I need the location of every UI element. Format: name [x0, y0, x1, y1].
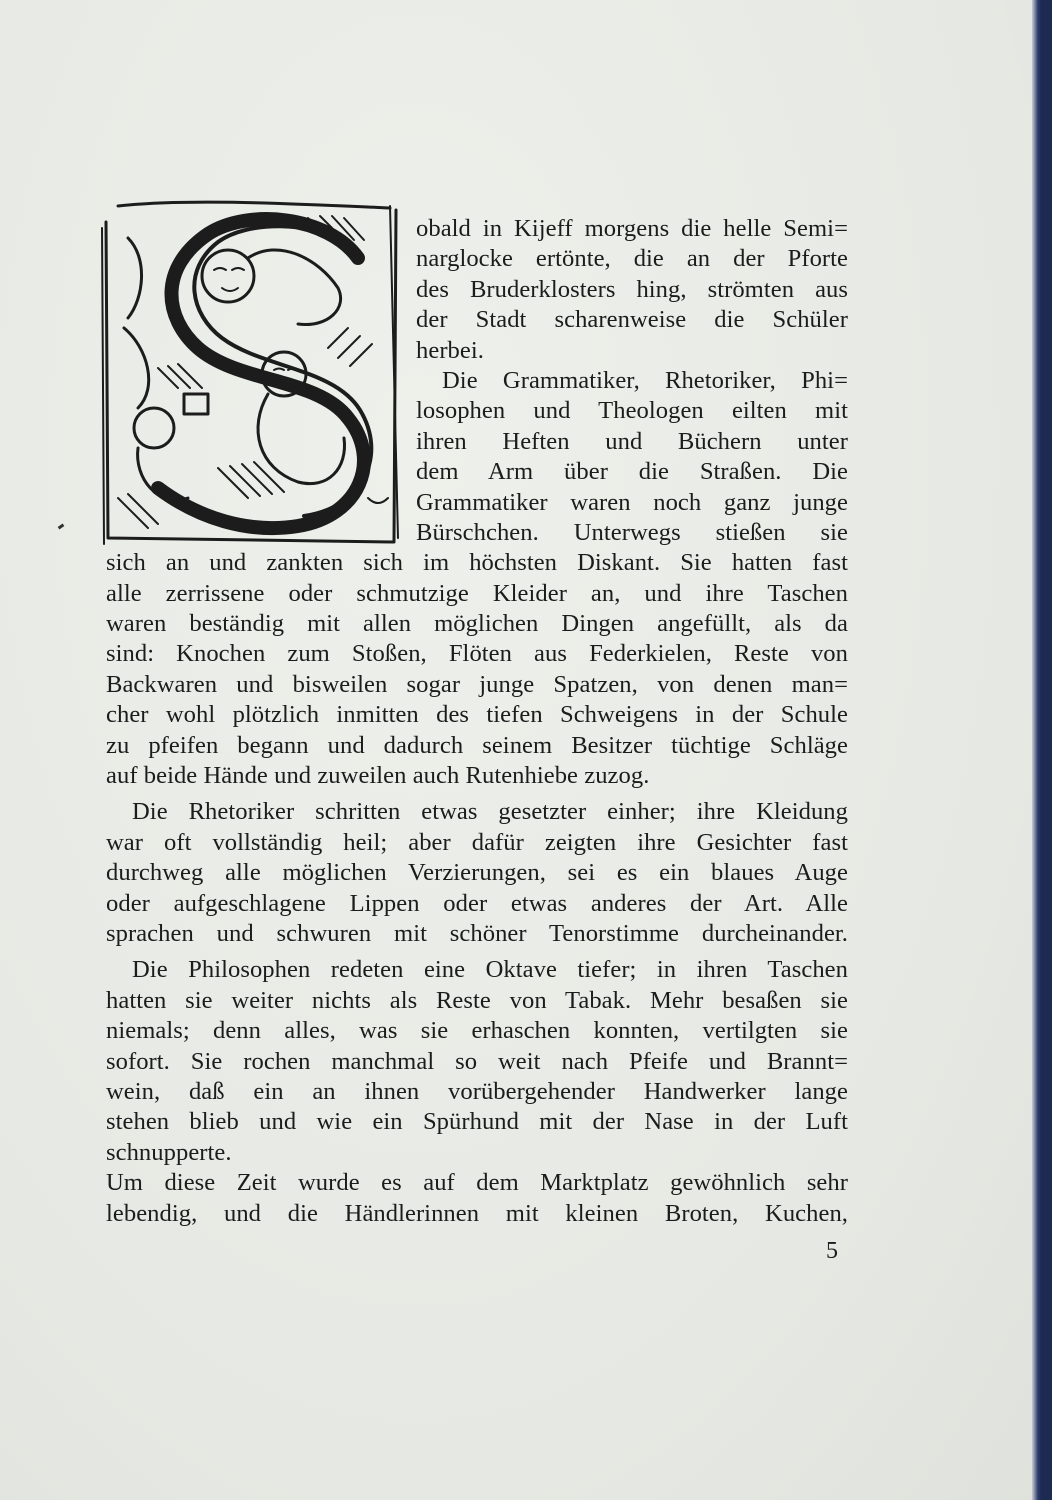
text-line: oder aufgeschlagene Lippen oder etwas anderes der Art. Alle: [106, 889, 848, 917]
text-line: waren beständig mit allen möglichen Dingen angefüllt, als da: [106, 610, 848, 638]
text-line: der Stadt scharenweise die Schüler: [416, 306, 848, 334]
text-line: Die Philosophen redeten eine Oktave tiefer; in ihren Taschen: [132, 956, 848, 984]
text-line: Die Rhetoriker schritten etwas gesetzter einher; ihre Kleidung: [132, 798, 848, 826]
text-line: auf beide Hände und zuweilen auch Rutenhiebe zuzog.: [106, 762, 650, 790]
text-line: Um diese Zeit wurde es auf dem Marktplatz gewöhnlich sehr: [106, 1169, 848, 1197]
text-line: des Bruderklosters hing, strömten aus: [416, 275, 848, 303]
text-line: Grammatiker waren noch ganz junge: [416, 488, 848, 516]
text-line: narglocke ertönte, die an der Pforte: [416, 245, 848, 273]
text-line: losophen und Theologen eilten mit: [416, 397, 848, 425]
text-line: lebendig, und die Händlerinnen mit kleinen Broten, Kuchen,: [106, 1199, 848, 1227]
text-line: stehen blieb und wie ein Spürhund mit der Nase in der Luft: [106, 1108, 848, 1136]
text-line: sofort. Sie rochen manchmal so weit nach Pfeife und Brannt=: [106, 1047, 848, 1075]
text-line: Backwaren und bisweilen sogar junge Spatzen, von denen man=: [106, 670, 848, 698]
text-line: zu pfeifen begann und dadurch seinem Besitzer tüchtige Schläge: [106, 731, 848, 759]
text-line: hatten sie weiter nichts als Reste von Tabak. Mehr besaßen sie: [106, 986, 848, 1014]
text-line: alle zerrissene oder schmutzige Kleider an, und ihre Taschen: [106, 579, 848, 607]
text-line: Die Grammatiker, Rhetoriker, Phi=: [442, 366, 848, 394]
text-line: dem Arm über die Straßen. Die: [416, 458, 848, 486]
text-line: war oft vollständig heil; aber dafür zeigten ihre Gesichter fast: [106, 828, 848, 856]
text-line: schnupperte.: [106, 1138, 232, 1166]
text-line: durchweg alle möglichen Verzierungen, sei es ein blaues Auge: [106, 859, 848, 887]
text-line: niemals; denn alles, was sie erhaschen konnten, vertilgten sie: [106, 1017, 848, 1045]
page-edge-shadow: [1032, 0, 1042, 1500]
text-line: wein, daß ein an ihnen vorübergehender Handwerker lange: [106, 1077, 848, 1105]
body-text: [106, 214, 848, 1229]
ink-speck: [58, 524, 65, 530]
text-line: herbei.: [416, 336, 484, 364]
text-line: cher wohl plötzlich inmitten des tiefen Schweigens in der Schule: [106, 701, 848, 729]
text-line: sind: Knochen zum Stoßen, Flöten aus Federkielen, Reste von: [106, 640, 848, 668]
text-line: sprachen und schwuren mit schöner Tenorstimme durcheinander.: [106, 919, 848, 947]
text-line: ihren Heften und Büchern unter: [416, 427, 848, 455]
text-line: Bürschchen. Unterwegs stießen sie: [416, 518, 848, 546]
text-line: obald in Kijeff morgens die helle Semi=: [416, 215, 848, 242]
page-number: 5: [826, 1238, 838, 1264]
text-line: sich an und zankten sich im höchsten Diskant. Sie hatten fast: [106, 549, 848, 577]
